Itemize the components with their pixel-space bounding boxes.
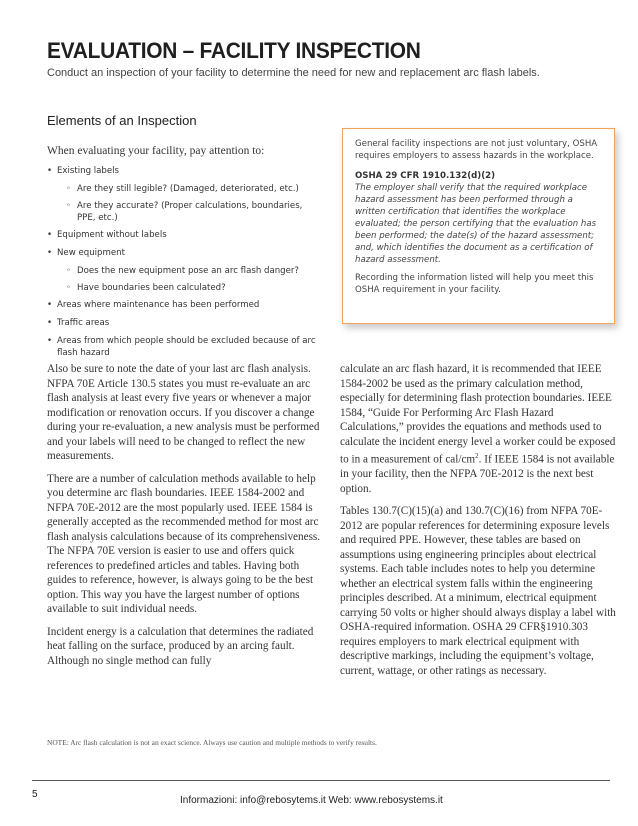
list-item: • Areas where maintenance has been performed <box>47 299 317 311</box>
footnote: NOTE: Arc flash calculation is not an exact science. Always use caution and multiple methods to verify results. <box>47 738 377 747</box>
osha-callout-box <box>342 128 615 324</box>
callout-lead: General facility inspections are not just voluntary, OSHA requires employers to assess hazards in the workplace. <box>355 139 598 161</box>
body-column-right <box>340 362 616 686</box>
body-paragraph <box>340 362 616 496</box>
footer-divider <box>32 780 610 781</box>
inspection-checklist <box>47 165 317 365</box>
section-heading: Elements of an Inspection <box>47 113 197 128</box>
page-subtitle: Conduct an inspection of your facility to determine the need for new and replacement arc flash labels. <box>47 67 540 79</box>
list-item: • Equipment without labels <box>47 229 317 241</box>
sub-list-item: ◦ Are they still legible? (Damaged, deteriorated, etc.) <box>47 183 317 195</box>
list-item: • New equipment <box>47 247 317 259</box>
superscript: 2 <box>475 452 479 460</box>
body-text: . If IEEE 1584 is not available in your facility, then the NFPA 70E-2012 is the next best option. <box>340 453 615 495</box>
body-paragraph: Incident energy is a calculation that determines the radiated heat falling on the surface, produced by an arcing fault. Although no single method can fully <box>47 625 314 667</box>
body-text: calculate an arc flash hazard, it is recommended that IEEE 1584-2002 be used as the primary calculation method, especially for determining flash protection boundaries. IEEE 1584, “Guide For Performing Arc Flash Hazard Calculations,” provides the equations and methods used to calculate the incident energy level a worker could be exposed to in a measurement of cal/cm <box>340 363 616 466</box>
list-item: • Existing labels <box>47 165 317 177</box>
sub-list-item: ◦ Have boundaries been calculated? <box>47 282 317 294</box>
callout-closing: Recording the information listed will help you meet this OSHA requirement in your facility. <box>355 273 594 295</box>
body-paragraph: There are a number of calculation methods available to help you determine arc flash boundaries. IEEE 1584-2002 and NFPA 70E-2012 are the most popularly used. IEEE 1584 is generally accepted as the recommended method for most arc flash analysis calculations because of its comprehensiveness. The NFPA 70E version is easier to use and offers quick references to predefined articles and tables. Having both guides to reference, however, is always going to be the best option. This way you have the largest number of options available to suit individual needs. <box>47 472 321 615</box>
list-item: • Areas from which people should be excluded because of arc flash hazard <box>47 335 317 359</box>
cfr-citation-title: OSHA 29 CFR 1910.132(d)(2) <box>355 171 496 181</box>
page-number: 5 <box>32 789 38 800</box>
inspection-intro: When evaluating your facility, pay attention to: <box>47 145 265 157</box>
sub-list-item: ◦ Are they accurate? (Proper calculations, boundaries, PPE, etc.) <box>47 200 317 224</box>
body-paragraph: Also be sure to note the date of your last arc flash analysis. NFPA 70E Article 130.5 states you must re-evaluate an arc flash analysis at least every five years or whenever a major modification or renovation occurs. If you discover a change during your re-evaluation, a new analysis must be performed and your labels will need to be changed to reflect the new measurements. <box>47 363 320 462</box>
page-title: EVALUATION – FACILITY INSPECTION <box>47 38 421 63</box>
body-paragraph: Tables 130.7(C)(15)(a) and 130.7(C)(16) from NFPA 70E-2012 are popular references for determining exposure levels and required PPE. However, these tables are based on assumptions using engineering principles about electrical systems. Each table includes notes to help you determine whether an electrical system falls within the engineering principles described. At a minimum, electrical equipment carrying 50 volts or higher should always display a label with OSHA-required information. OSHA 29 CFR§1910.303 requires employers to mark electrical equipment with descriptive markings, including the equipment’s voltage, current, wattage, or other ratings as necessary. <box>340 505 616 677</box>
cfr-citation-text: The employer shall verify that the required workplace hazard assessment has been performed through a written certification that identifies the workplace evaluated; the person certifying that the evaluation has been performed; the date(s) of the hazard assessment; and, which identifies the document as a certification of hazard assessment. <box>355 183 597 265</box>
contact-info: Informazioni: info@rebosytems.it Web: www.rebosystems.it <box>180 795 443 806</box>
list-item: • Traffic areas <box>47 317 317 329</box>
body-column-left <box>47 362 323 676</box>
sub-list-item: ◦ Does the new equipment pose an arc flash danger? <box>47 265 317 277</box>
